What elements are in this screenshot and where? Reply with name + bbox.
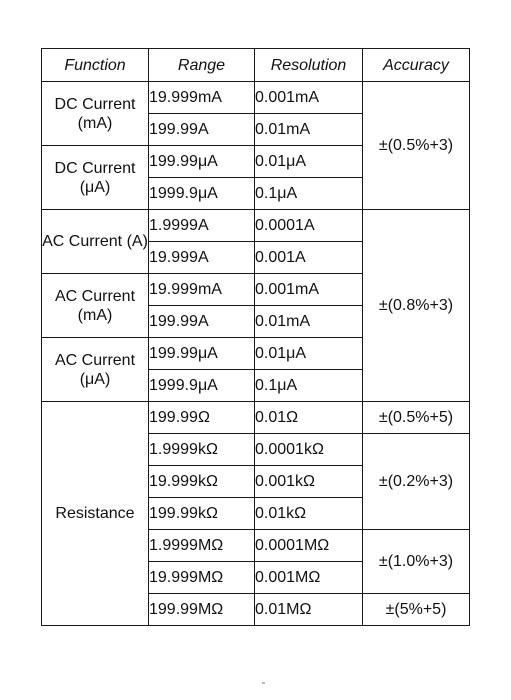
function-cell: AC Current (mA) bbox=[42, 274, 149, 338]
range-cell: 199.99μA bbox=[149, 146, 255, 178]
range-cell: 19.999MΩ bbox=[149, 562, 255, 594]
range-cell: 1.9999MΩ bbox=[149, 530, 255, 562]
range-cell: 19.999mA bbox=[149, 274, 255, 306]
function-cell: DC Current (μA) bbox=[42, 146, 149, 210]
resolution-cell: 0.001A bbox=[255, 242, 363, 274]
resolution-cell: 0.001MΩ bbox=[255, 562, 363, 594]
header-function: Function bbox=[42, 49, 149, 82]
function-cell: Resistance bbox=[42, 402, 149, 626]
resolution-cell: 0.001mA bbox=[255, 274, 363, 306]
accuracy-cell: ±(1.0%+3) bbox=[363, 530, 470, 594]
resolution-cell: 0.1μA bbox=[255, 370, 363, 402]
range-cell: 1.9999A bbox=[149, 210, 255, 242]
resolution-cell: 0.01μA bbox=[255, 146, 363, 178]
resolution-cell: 0.01μA bbox=[255, 338, 363, 370]
resolution-cell: 0.01mA bbox=[255, 114, 363, 146]
range-cell: 1999.9μA bbox=[149, 178, 255, 210]
function-cell: AC Current (μA) bbox=[42, 338, 149, 402]
header-accuracy: Accuracy bbox=[363, 49, 470, 82]
function-cell: DC Current (mA) bbox=[42, 82, 149, 146]
accuracy-cell: ±(0.2%+3) bbox=[363, 434, 470, 530]
resolution-cell: 0.0001A bbox=[255, 210, 363, 242]
resolution-cell: 0.001kΩ bbox=[255, 466, 363, 498]
resolution-cell: 0.001mA bbox=[255, 82, 363, 114]
function-cell: AC Current (A) bbox=[42, 210, 149, 274]
header-resolution: Resolution bbox=[255, 49, 363, 82]
resolution-cell: 0.01kΩ bbox=[255, 498, 363, 530]
range-cell: 199.99Ω bbox=[149, 402, 255, 434]
range-cell: 199.99MΩ bbox=[149, 594, 255, 626]
resolution-cell: 0.01mA bbox=[255, 306, 363, 338]
table-row bbox=[42, 402, 470, 434]
resolution-cell: 0.0001MΩ bbox=[255, 530, 363, 562]
range-cell: 199.99A bbox=[149, 306, 255, 338]
range-cell: 1999.9μA bbox=[149, 370, 255, 402]
header-row bbox=[42, 49, 470, 82]
header-range: Range bbox=[149, 49, 255, 82]
range-cell: 199.99μA bbox=[149, 338, 255, 370]
spec-table bbox=[41, 48, 470, 626]
accuracy-cell: ±(0.8%+3) bbox=[363, 210, 470, 402]
range-cell: 19.999kΩ bbox=[149, 466, 255, 498]
table-row bbox=[42, 210, 470, 242]
range-cell: 199.99kΩ bbox=[149, 498, 255, 530]
accuracy-cell: ±(5%+5) bbox=[363, 594, 470, 626]
range-cell: 19.999A bbox=[149, 242, 255, 274]
resolution-cell: 0.1μA bbox=[255, 178, 363, 210]
scan-speck bbox=[262, 682, 265, 684]
range-cell: 1.9999kΩ bbox=[149, 434, 255, 466]
table-row bbox=[42, 82, 470, 114]
resolution-cell: 0.01MΩ bbox=[255, 594, 363, 626]
accuracy-cell: ±(0.5%+3) bbox=[363, 82, 470, 210]
resolution-cell: 0.0001kΩ bbox=[255, 434, 363, 466]
range-cell: 19.999mA bbox=[149, 82, 255, 114]
resolution-cell: 0.01Ω bbox=[255, 402, 363, 434]
accuracy-cell: ±(0.5%+5) bbox=[363, 402, 470, 434]
range-cell: 199.99A bbox=[149, 114, 255, 146]
